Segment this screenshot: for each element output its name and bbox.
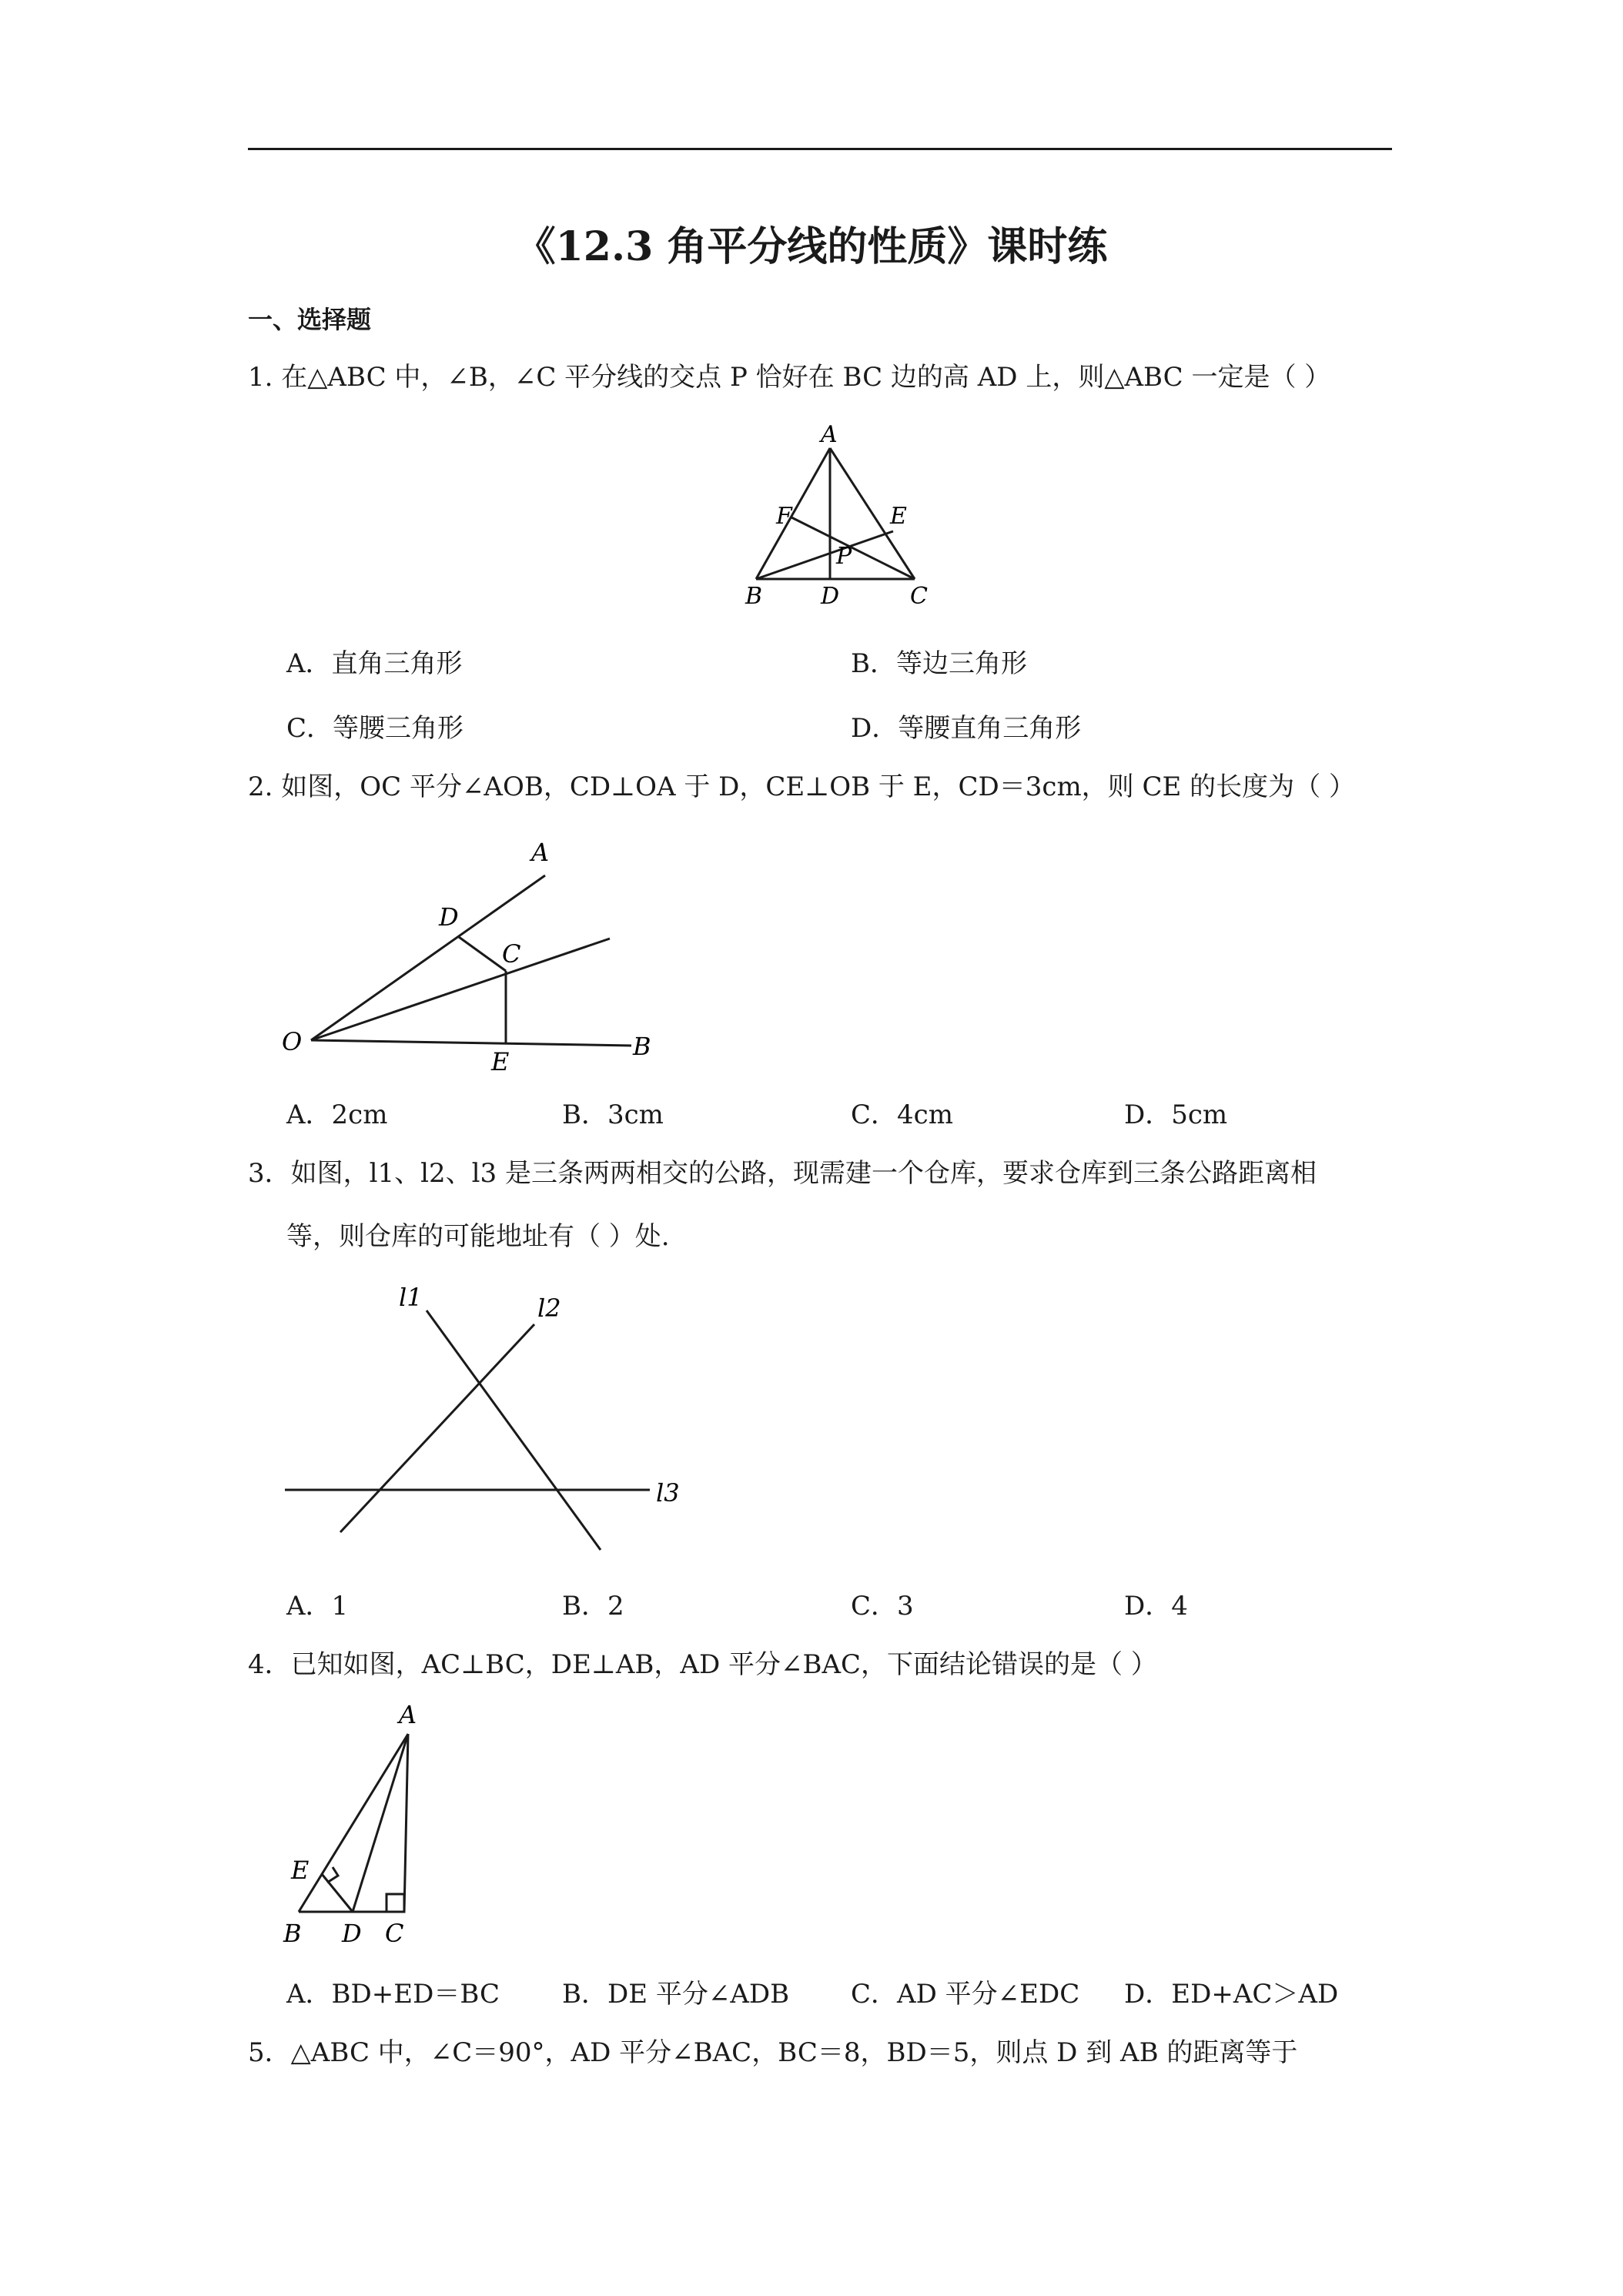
q2-label-b: B xyxy=(633,1032,651,1061)
q2-label-d: D xyxy=(439,902,459,932)
q2-label-o: O xyxy=(282,1027,303,1056)
q1-option-d[interactable]: D．等腰直角三角形 xyxy=(851,713,1082,744)
section-heading: 一、选择题 xyxy=(248,305,372,334)
q4-option-a[interactable]: A．BD+ED＝BC xyxy=(286,1979,500,2010)
q2-label-e: E xyxy=(491,1047,510,1076)
q2-option-b[interactable]: B．3cm xyxy=(562,1099,664,1130)
q3-option-b[interactable]: B．2 xyxy=(562,1591,624,1622)
q4-label-a: A xyxy=(399,1700,417,1729)
q3-label-l3: l3 xyxy=(656,1478,680,1508)
q2-option-a[interactable]: A．2cm xyxy=(286,1099,388,1130)
q3-label-l2: l2 xyxy=(537,1294,561,1323)
q2-option-d[interactable]: D．5cm xyxy=(1124,1099,1228,1130)
page-title: 《12.3 角平分线的性质》课时练 xyxy=(515,223,1108,270)
q4-label-d: D xyxy=(342,1919,362,1948)
q1-option-b[interactable]: B．等边三角形 xyxy=(851,648,1027,679)
q1-label-e: E xyxy=(890,503,907,530)
q1-label-p: P xyxy=(836,543,852,570)
q2-label-c: C xyxy=(502,939,521,969)
q4-label-c: C xyxy=(385,1919,404,1948)
question-4-stem: 4．已知如图，AC⊥BC，DE⊥AB，AD 平分∠BAC，下面结论错误的是（ ） xyxy=(248,1649,1157,1680)
question-3-stem-line-2: 等，则仓库的可能地址有（ ）处. xyxy=(286,1221,670,1252)
question-4-figure xyxy=(277,1694,447,1948)
header-rule xyxy=(248,148,1392,150)
q1-label-f: F xyxy=(776,503,792,530)
q1-option-c[interactable]: C．等腰三角形 xyxy=(286,713,464,744)
q4-option-b[interactable]: B．DE 平分∠ADB xyxy=(562,1979,790,2010)
q4-option-d[interactable]: D．ED+AC＞AD xyxy=(1124,1979,1339,2010)
q3-label-l1: l1 xyxy=(399,1283,423,1312)
question-2-stem: 2. 如图，OC 平分∠AOB，CD⊥OA 于 D，CE⊥OB 于 E，CD＝3cm，则 CE 的长度为（ ） xyxy=(248,771,1355,802)
q4-option-c[interactable]: C．AD 平分∠EDC xyxy=(851,1979,1080,2010)
question-2-figure xyxy=(277,816,678,1078)
q4-label-e: E xyxy=(291,1856,310,1885)
question-1-stem: 1. 在△ABC 中，∠B，∠C 平分线的交点 P 恰好在 BC 边的高 AD 上，则△ABC 一定是（ ） xyxy=(248,362,1331,393)
q3-option-d[interactable]: D．4 xyxy=(1124,1591,1188,1622)
question-3-stem-line-1: 3．如图，l1、l2、l3 是三条两两相交的公路，现需建一个仓库，要求仓库到三条公路距离相 xyxy=(248,1158,1317,1189)
question-1-figure xyxy=(739,423,939,616)
q2-label-a: A xyxy=(531,838,550,867)
q3-option-c[interactable]: C．3 xyxy=(851,1591,914,1622)
q2-option-c[interactable]: C．4cm xyxy=(851,1099,953,1130)
q1-label-c: C xyxy=(910,583,928,610)
q1-label-a: A xyxy=(821,421,838,448)
q3-option-a[interactable]: A．1 xyxy=(286,1591,349,1622)
question-5-stem: 5．△ABC 中，∠C＝90°，AD 平分∠BAC，BC＝8，BD＝5，则点 D 到 AB 的距离等于 xyxy=(248,2037,1298,2068)
q1-label-b: B xyxy=(745,583,763,610)
q1-label-d: D xyxy=(821,583,840,610)
question-3-figure xyxy=(277,1278,693,1563)
q1-option-a[interactable]: A．直角三角形 xyxy=(286,648,463,679)
q4-label-b: B xyxy=(283,1919,302,1948)
